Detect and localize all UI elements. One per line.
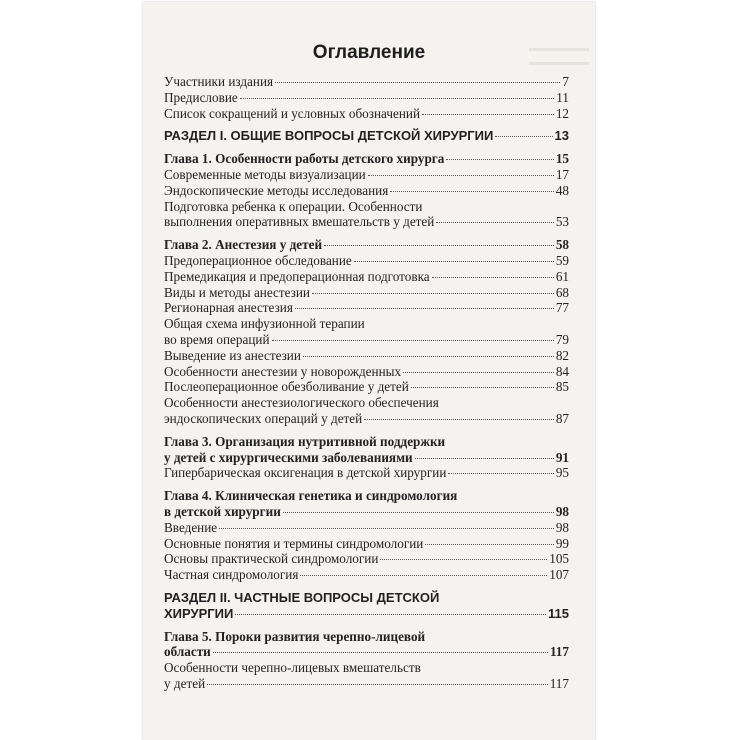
toc-entry[interactable]: [164, 660, 569, 692]
toc-entry[interactable]: [164, 74, 569, 90]
toc-entry[interactable]: [164, 183, 569, 199]
toc-page-number: 53: [555, 214, 569, 230]
toc-entry[interactable]: [164, 128, 569, 144]
toc-entry-line: [164, 676, 569, 692]
toc-entry-line: [164, 167, 569, 183]
toc-entry-line: [164, 364, 569, 380]
dot-leader: [436, 222, 553, 223]
dot-leader: [295, 308, 554, 309]
toc-page-number: 91: [555, 449, 569, 465]
toc-entry[interactable]: [164, 590, 569, 622]
dot-leader: [303, 356, 554, 357]
toc-entry-title: эндоскопических операций у детей: [164, 410, 363, 426]
dot-leader: [415, 458, 554, 459]
toc-entry[interactable]: [164, 106, 569, 122]
toc-entry-title: Глава 5. Пороки развития черепно-лицевой: [164, 628, 426, 644]
toc-entry-title: Предоперационное обследование: [164, 252, 352, 268]
dot-leader: [368, 175, 554, 176]
dot-leader: [235, 614, 546, 615]
toc-page-number: 117: [549, 675, 569, 691]
toc-entry-title: Выведение из анестезии: [164, 347, 301, 363]
dot-leader: [446, 159, 553, 160]
toc-entry-line: [164, 379, 569, 395]
toc-page-number: 17: [555, 166, 569, 182]
entry-spacer: [164, 622, 569, 629]
toc-entry[interactable]: [164, 551, 569, 567]
toc-entry-line: [164, 520, 569, 536]
dot-leader: [495, 136, 552, 137]
toc-entry-line-cont: [164, 434, 569, 450]
toc-page-number: 99: [555, 535, 569, 551]
toc-entry-title: Глава 1. Особенности работы детского хирурга: [164, 151, 445, 167]
toc-entry[interactable]: [164, 629, 569, 661]
toc-entry-title: Участники издания: [164, 74, 274, 89]
dot-leader: [448, 473, 553, 474]
dot-leader: [219, 528, 554, 529]
toc-entry-title: в детской хирургии: [164, 503, 281, 519]
toc-entry-line: [164, 269, 569, 285]
toc-entry[interactable]: [164, 379, 569, 395]
toc-entry-title: Особенности анестезиологического обеспечения: [164, 395, 439, 411]
toc-page-number: 87: [555, 410, 569, 426]
dot-leader: [403, 372, 554, 373]
dot-leader: [312, 293, 554, 294]
entry-spacer: [164, 121, 569, 128]
toc-entry-line: [164, 551, 569, 567]
toc-entry-title: Регионарная анестезия: [164, 300, 293, 316]
toc-page-number: 84: [555, 363, 569, 379]
toc-entry-title: ХИРУРГИИ: [164, 605, 234, 621]
toc-entry-line-cont: [164, 199, 569, 215]
toc-entry-title: у детей: [164, 675, 206, 691]
toc-entry-title: во время операций: [164, 331, 270, 347]
dot-leader: [240, 98, 555, 99]
toc-page-number: 85: [555, 379, 569, 395]
toc-entry[interactable]: [164, 488, 569, 520]
toc-entry-title: Глава 4. Клиническая генетика и синдромология: [164, 488, 458, 504]
toc-entry-title: Основные понятия и термины синдромологии: [164, 535, 424, 551]
dot-leader: [364, 419, 554, 420]
toc-page-number: 7: [562, 74, 569, 89]
entry-spacer: [164, 583, 569, 590]
toc-entry[interactable]: [164, 151, 569, 167]
toc-entry-line: [164, 183, 569, 199]
toc-entry-title: Гипербарическая оксигенация в детской хирургии: [164, 465, 447, 481]
entry-spacer: [164, 481, 569, 488]
toc-entry[interactable]: [164, 285, 569, 301]
toc-entry[interactable]: [164, 316, 569, 348]
dot-leader: [283, 512, 554, 513]
toc-entry[interactable]: [164, 465, 569, 481]
toc-entry-title: РАЗДЕЛ II. ЧАСТНЫЕ ВОПРОСЫ ДЕТСКОЙ: [164, 589, 440, 605]
toc-page-number: 68: [555, 284, 569, 300]
toc-entry-title: Глава 2. Анестезия у детей: [164, 237, 323, 253]
toc-page-number: 98: [555, 503, 569, 519]
toc-entry-title: Эндоскопические методы исследования: [164, 182, 389, 198]
entry-spacer: [164, 230, 569, 237]
toc-entry-title: Особенности черепно-лицевых вмешательств: [164, 660, 421, 676]
toc-entry[interactable]: [164, 90, 569, 106]
entry-spacer: [164, 427, 569, 434]
toc-entry-line: [164, 411, 569, 427]
dot-leader: [380, 559, 547, 560]
toc-entry-line: [164, 504, 569, 520]
toc-entry-title: Виды и методы анестезии: [164, 284, 310, 300]
toc-entry[interactable]: [164, 567, 569, 583]
toc-entry-line: [164, 606, 569, 622]
toc-entry-title: Современные методы визуализации: [164, 166, 366, 182]
dot-leader: [324, 245, 554, 246]
toc-entry-line-cont: [164, 629, 569, 645]
toc-entry-line: [164, 90, 569, 106]
toc-entry[interactable]: [164, 300, 569, 316]
toc-entry-line: [164, 128, 569, 144]
toc-entry-title: Основы практической синдромологии: [164, 551, 379, 567]
book-page: [143, 2, 595, 740]
toc-page-number: 115: [548, 605, 569, 621]
dot-leader: [213, 652, 548, 653]
toc-entry-title: Список сокращений и условных обозначений: [164, 105, 420, 121]
toc-entry-line: [164, 285, 569, 301]
toc-entry-line: [164, 465, 569, 481]
dot-leader: [422, 114, 554, 115]
toc-entry-line-cont: [164, 316, 569, 332]
toc-page-number: 98: [555, 519, 569, 535]
toc-entry-line: [164, 253, 569, 269]
toc-entry[interactable]: [164, 237, 569, 253]
toc-page-number: 105: [549, 551, 569, 567]
toc-page-number: 61: [555, 268, 569, 284]
toc-entry[interactable]: [164, 434, 569, 466]
toc-entry-title: области: [164, 644, 211, 660]
toc-entry-title: выполнения оперативных вмешательств у детей: [164, 214, 435, 230]
toc-entry-line-cont: [164, 395, 569, 411]
table-of-contents: [164, 74, 569, 692]
toc-entry-title: Общая схема инфузионной терапии: [164, 316, 365, 332]
toc-entry-line: [164, 106, 569, 122]
toc-entry-line: [164, 237, 569, 253]
dot-leader: [390, 191, 554, 192]
dot-leader: [207, 684, 548, 685]
entry-spacer: [164, 144, 569, 151]
dot-leader: [425, 544, 553, 545]
toc-page-number: 15: [555, 151, 569, 167]
page-title: Оглавление: [312, 42, 426, 63]
toc-entry-title: Подготовка ребенка к операции. Особенности: [164, 198, 423, 214]
toc-entry-line: [164, 450, 569, 466]
toc-entry-title: Особенности анестезии у новорожденных: [164, 363, 402, 379]
toc-page-number: 13: [554, 128, 569, 144]
toc-entry-line: [164, 151, 569, 167]
toc-entry-title: РАЗДЕЛ I. ОБЩИЕ ВОПРОСЫ ДЕТСКОЙ ХИРУРГИИ: [164, 128, 494, 144]
toc-page-number: 79: [555, 331, 569, 347]
toc-entry-line: [164, 536, 569, 552]
toc-entry[interactable]: [164, 348, 569, 364]
dot-leader: [272, 340, 554, 341]
toc-entry-line: [164, 300, 569, 316]
dot-leader: [432, 277, 554, 278]
dot-leader: [354, 261, 554, 262]
toc-page-number: 95: [555, 465, 569, 481]
toc-entry-line: [164, 644, 569, 660]
toc-entry[interactable]: [164, 395, 569, 427]
toc-entry[interactable]: [164, 253, 569, 269]
toc-entry-title: Премедикация и предоперационная подготовка: [164, 268, 430, 284]
toc-entry[interactable]: [164, 269, 569, 285]
toc-entry-title: Предисловие: [164, 89, 238, 105]
toc-entry-line-cont: [164, 488, 569, 504]
toc-entry-line-cont: [164, 590, 569, 606]
toc-entry[interactable]: [164, 520, 569, 536]
toc-entry-line: [164, 567, 569, 583]
toc-page-number: 117: [549, 644, 569, 660]
dot-leader: [300, 575, 547, 576]
toc-page-number: 12: [555, 105, 569, 121]
toc-page-number: 11: [556, 89, 569, 105]
toc-entry[interactable]: [164, 364, 569, 380]
toc-page-number: 48: [555, 182, 569, 198]
toc-page-number: 58: [555, 237, 569, 253]
toc-entry-line-cont: [164, 660, 569, 676]
toc-entry-title: Введение: [164, 519, 218, 535]
toc-entry-title: у детей с хирургическими заболеваниями: [164, 449, 413, 465]
toc-page-number: 82: [555, 347, 569, 363]
toc-page-number: 107: [549, 567, 569, 583]
toc-entry-line: [164, 332, 569, 348]
toc-entry-title: Глава 3. Организация нутритивной поддержки: [164, 433, 446, 449]
toc-entry[interactable]: [164, 167, 569, 183]
toc-entry[interactable]: [164, 199, 569, 231]
toc-entry-title: Послеоперационное обезболивание у детей: [164, 379, 409, 395]
dot-leader: [275, 82, 560, 83]
toc-entry[interactable]: [164, 536, 569, 552]
toc-entry-line: [164, 348, 569, 364]
dot-leader: [411, 387, 554, 388]
toc-page-number: 77: [555, 300, 569, 316]
toc-entry-title: Частная синдромология: [164, 567, 299, 583]
toc-page-number: 59: [555, 252, 569, 268]
toc-entry-line: [164, 74, 569, 90]
toc-entry-line: [164, 214, 569, 230]
